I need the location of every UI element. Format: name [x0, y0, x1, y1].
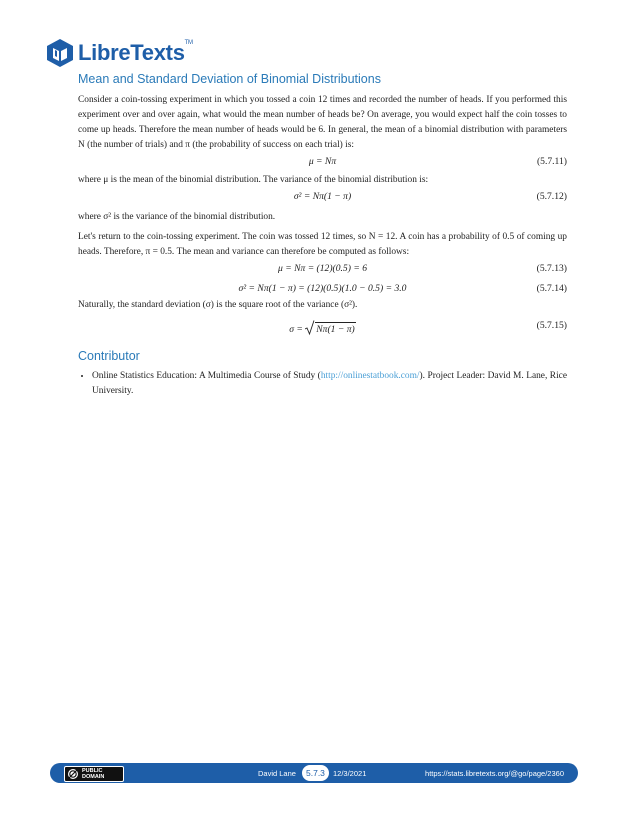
footer-url[interactable]: https://stats.libretexts.org/@go/page/2360 — [425, 769, 564, 778]
page-content — [78, 72, 567, 399]
contributor-list — [78, 369, 567, 399]
paragraph-std-dev: Naturally, the standard deviation (σ) is the square root of the variance (σ²). — [78, 300, 358, 310]
equation-expression: σ² = Nπ(1 − π) — [293, 191, 352, 202]
equation-5-7-12 — [78, 188, 567, 210]
section-title-binomial: Mean and Standard Deviation of Binomial Distributions — [78, 72, 381, 86]
equation-5-7-11 — [78, 153, 567, 173]
footer-author: David Lane — [258, 769, 296, 778]
public-domain-icon — [67, 768, 79, 780]
paragraph-example: Let's return to the coin-tossing experiment. The coin was tossed 12 times, so N = 12. A coin has a probability of 0.5 of coming up heads. Therefore, π = 0.5. The mean and variance can therefore be computed as follows: — [78, 232, 567, 257]
radical-sign-icon — [305, 320, 315, 336]
equation-radicand: Nπ(1 − π) — [316, 324, 355, 335]
libretexts-logo[interactable] — [46, 38, 193, 68]
badge-line-2: DOMAIN — [82, 774, 105, 780]
equation-number: (5.7.15) — [536, 320, 567, 331]
equation-5-7-14 — [78, 280, 567, 298]
section-title-contributor: Contributor — [78, 349, 140, 363]
page-footer — [50, 763, 578, 783]
paragraph-variance-def: where σ² is the variance of the binomial distribution. — [78, 212, 276, 222]
equation-number: (5.7.13) — [536, 263, 567, 274]
public-domain-badge[interactable] — [64, 766, 124, 782]
equation-expression: μ = Nπ — [308, 156, 337, 167]
footer-page-number: 5.7.3 — [301, 764, 330, 782]
equation-expression: σ² = Nπ(1 − π) = (12)(0.5)(1.0 − 0.5) = 3.0 — [238, 283, 407, 294]
libretexts-logo-icon — [46, 38, 74, 68]
onlinestatbook-link[interactable]: http://onlinestatbook.com/ — [320, 371, 420, 381]
equation-prefix: σ = — [289, 324, 303, 335]
equation-5-7-15 — [78, 313, 567, 341]
paragraph-mean-def: where μ is the mean of the binomial distribution. The variance of the binomial distribution is: — [78, 175, 429, 185]
logo-text: LibreTexts™ — [78, 40, 193, 65]
equation-5-7-13 — [78, 260, 567, 280]
footer-date: 12/3/2021 — [333, 769, 367, 778]
equation-expression: μ = Nπ = (12)(0.5) = 6 — [278, 263, 367, 274]
paragraph-intro: Consider a coin-tossing experiment in which you tossed a coin 12 times and recorded the number of heads. If you performed this experiment over and over again, what would the mean number of heads be? On average, you would expect half the coin tosses to come up heads. Therefore the mean number of heads would be 6. In general, the mean of a binomial distribution with parameters N (the number of trials) and π (the probability of success on each trial) is: — [78, 95, 567, 150]
square-root — [305, 320, 355, 336]
equation-number: (5.7.12) — [536, 191, 567, 202]
equation-number: (5.7.11) — [536, 156, 567, 167]
equation-number: (5.7.14) — [536, 283, 567, 294]
list-item: • Online Statistics Education: A Multimedia Course of Study (http://onlinestatbook.com/). Project Leader: David M. Lane, Rice University. — [92, 369, 567, 399]
badge-line-1: PUBLIC — [82, 768, 103, 774]
